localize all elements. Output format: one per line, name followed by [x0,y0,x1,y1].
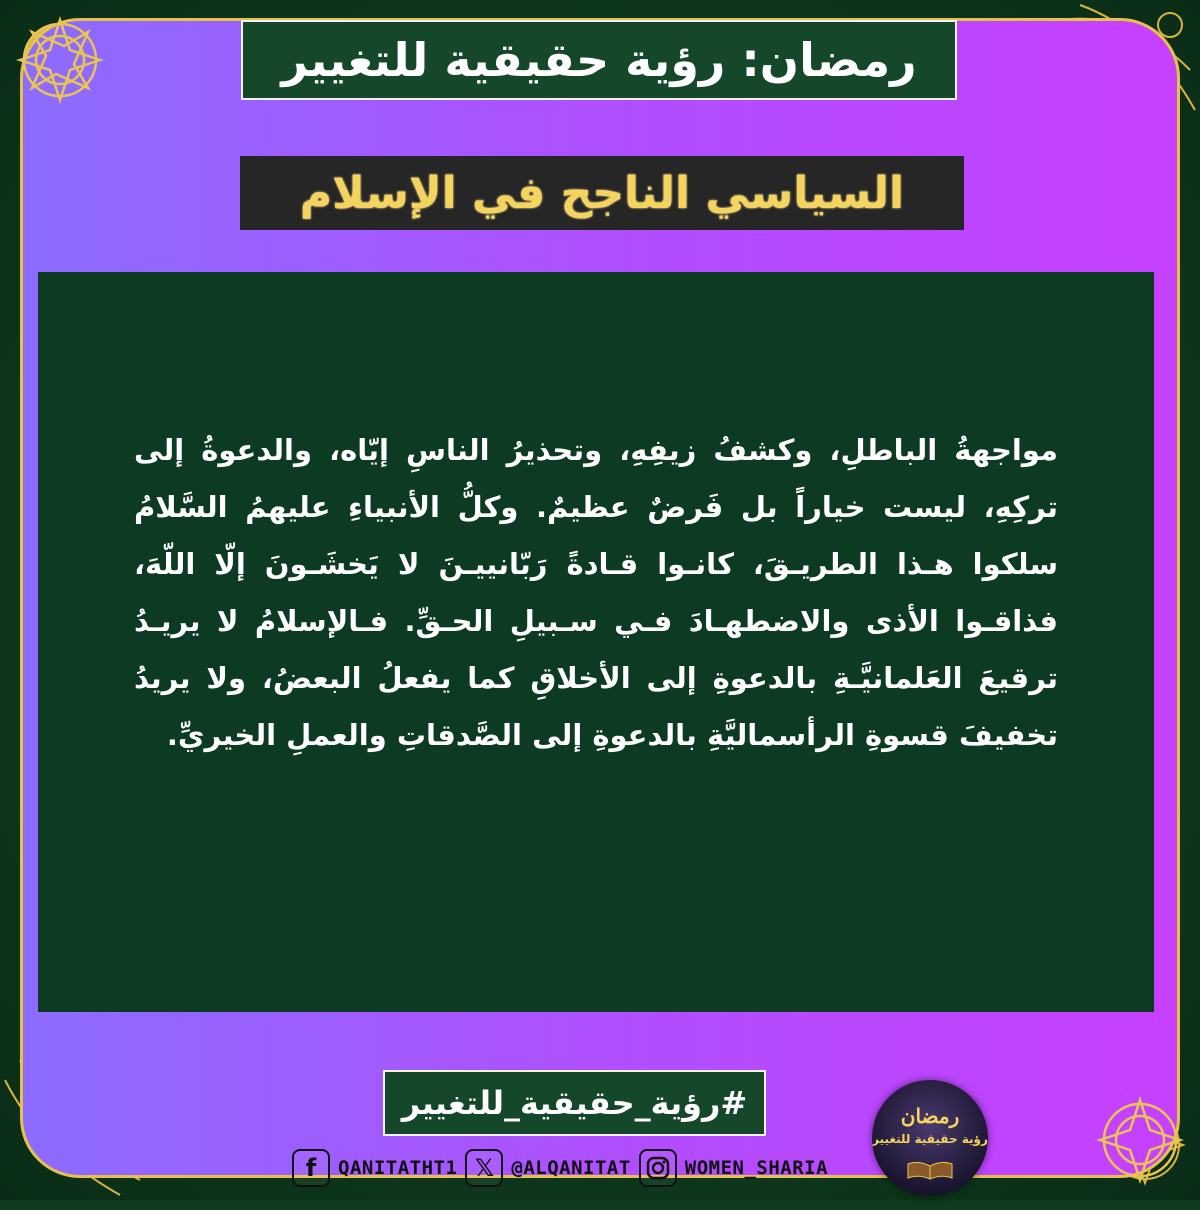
title-banner [241,20,957,100]
x-handle[interactable]: @ALQANITAT [511,1157,631,1179]
facebook-handle[interactable]: QANITATHT1 [338,1157,458,1179]
hashtag-banner [383,1070,766,1136]
logo-title: رمضان [900,1104,960,1128]
page-subtitle: السياسي الناجح في الإسلام [299,167,905,219]
instagram-handle[interactable]: WOMEN_SHARIA [684,1157,829,1179]
book-icon [906,1158,954,1180]
x-icon[interactable]: 𝕏 [465,1149,503,1187]
social-links [292,1148,872,1188]
hashtag-text: #رؤية_حقيقية_للتغيير [401,1084,748,1122]
instagram-icon[interactable] [639,1149,677,1187]
ramadan-logo [872,1080,988,1196]
content-panel [38,272,1154,1012]
body-paragraph: مواجهةُ الباطلِ، وكشفُ زيفِهِ، وتحذيرُ الناسِ إيّاه، والدعوةُ إلى تركِهِ، ليست خياراً بل فَرضٌ عظيمٌ. وكلُّ الأنبياءِ عليهمُ السَّلامُ سلكوا هـذا الطريـقَ، كانـوا قـادةً رَبّانييـنَ لا يَخشَـونَ إلّا اللّهَ، فذاقـوا الأذى والاضطهـادَ فـي سـبيلِ الحـقِّ. فـالإسلامُ لا يريـدُ ترقيعَ العَلمانيَّـةِ بالدعوةِ إلى الأخلاقِ كما يفعلُ البعضُ، ولا يريدُ تخفيفَ قسوةِ الرأسماليَّةِ بالدعوةِ إلى الصَّدقاتِ والعملِ الخيريِّ. [134,433,1058,752]
ornament-icon-top-left-overlay [0,0,140,140]
logo-subtitle: رؤية حقيقية للتغيير [872,1132,988,1146]
ornament-icon-bottom-right-overlay [1060,1060,1200,1210]
subtitle-banner [240,156,964,230]
page-title: رمضان: رؤية حقيقية للتغيير [281,33,917,87]
facebook-icon[interactable]: f [292,1149,330,1187]
